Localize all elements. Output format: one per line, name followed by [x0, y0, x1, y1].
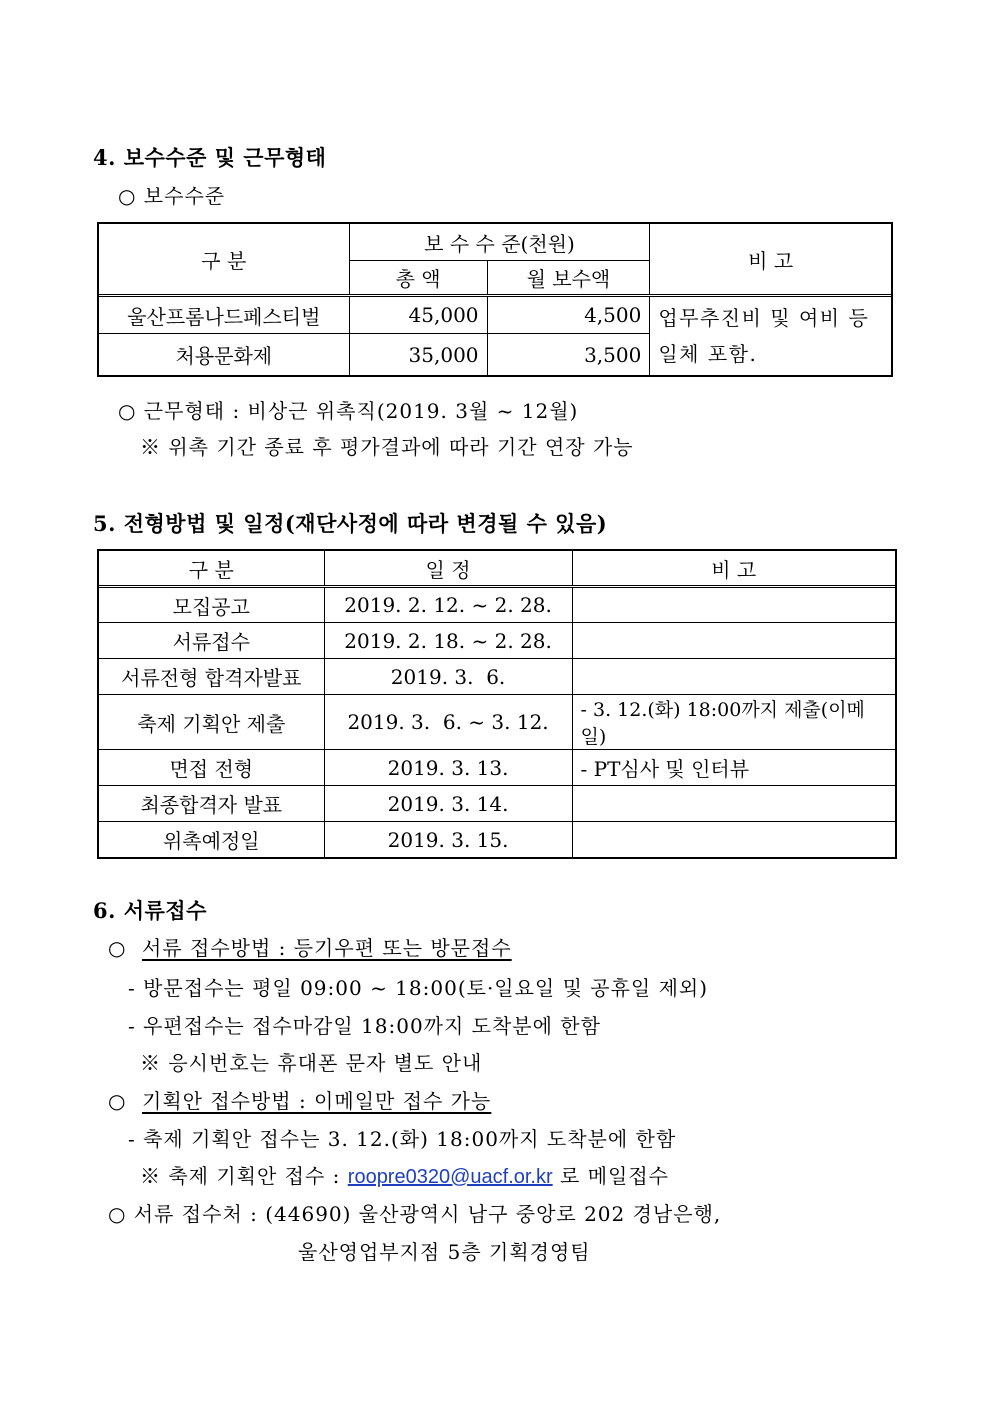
post-submission: - 우편접수는 접수마감일 18:00까지 도착분에 한함 [128, 1014, 601, 1038]
section-4-title: 4. 보수수준 및 근무형태 [93, 145, 327, 170]
pay-header-note: 비 고 [650, 224, 892, 296]
schedule-note [572, 587, 895, 623]
schedule-category: 서류접수 [99, 623, 325, 659]
schedule-date: 2019. 2. 18. ~ 2. 28. [324, 623, 572, 659]
schedule-header-date: 일 정 [324, 551, 572, 587]
doc-method-text: 서류 접수방법 : 등기우편 또는 방문접수 [142, 936, 512, 960]
schedule-note [572, 786, 895, 822]
table-row [99, 750, 896, 786]
table-row [99, 695, 896, 750]
work-type: ○ 근무형태 : 비상근 위촉직(2019. 3월 ~ 12월) [118, 399, 579, 423]
schedule-category: 모집공고 [99, 587, 325, 623]
table-row [99, 623, 896, 659]
plan-deadline: - 축제 기획안 접수는 3. 12.(화) 18:00까지 도착분에 한함 [128, 1127, 677, 1151]
plan-email-suffix: 로 메일접수 [560, 1164, 669, 1188]
submission-address: ○ 서류 접수처 : (44690) 울산광역시 남구 중앙로 202 경남은행, [108, 1202, 722, 1226]
schedule-date: 2019. 3. 6. ~ 3. 12. [324, 695, 572, 750]
section-5-title: 5. 전형방법 및 일정(재단사정에 따라 변경될 수 있음) [93, 511, 608, 536]
schedule-header-category: 구 분 [99, 551, 325, 587]
pay-row [99, 296, 892, 334]
pay-row-total: 35,000 [349, 334, 487, 376]
circle-bullet-icon: ○ [108, 1089, 127, 1113]
pay-row-name: 처용문화제 [99, 334, 350, 376]
table-row [99, 786, 896, 822]
pay-header-level: 보 수 수 준(천원) [349, 224, 650, 261]
pay-header-monthly: 월 보수액 [487, 261, 650, 296]
schedule-category: 최종합격자 발표 [99, 786, 325, 822]
pay-table [98, 223, 892, 376]
schedule-note [572, 659, 895, 695]
schedule-note: - PT심사 및 인터뷰 [572, 750, 895, 786]
schedule-header-note: 비 고 [572, 551, 895, 587]
email-link[interactable]: roopre0320@uacf.or.kr [347, 1166, 553, 1188]
pay-note-line1: 업무추진비 및 여비 등 [658, 306, 870, 330]
schedule-date: 2019. 3. 13. [324, 750, 572, 786]
schedule-date: 2019. 3. 14. [324, 786, 572, 822]
section-6-title: 6. 서류접수 [93, 898, 207, 923]
schedule-date: 2019. 3. 6. [324, 659, 572, 695]
table-row [99, 587, 896, 623]
schedule-category: 위촉예정일 [99, 822, 325, 858]
pay-row-total: 45,000 [349, 296, 487, 334]
schedule-category: 면접 전형 [99, 750, 325, 786]
schedule-category: 축제 기획안 제출 [99, 695, 325, 750]
visit-submission: - 방문접수는 평일 09:00 ~ 18:00(토·일요일 및 공휴일 제외) [128, 976, 709, 1000]
schedule-note: - 3. 12.(화) 18:00까지 제출(이메일) [572, 695, 895, 750]
pay-row-name: 울산프롬나드페스티벌 [99, 296, 350, 334]
doc-method [108, 932, 512, 961]
circle-bullet-icon: ○ [108, 936, 127, 960]
submission-address-line2: 울산영업부지점 5층 기획경영팀 [298, 1240, 591, 1264]
pay-note-line2: 일체 포함. [658, 342, 758, 366]
table-row [99, 659, 896, 695]
schedule-note [572, 623, 895, 659]
table-row [99, 822, 896, 858]
plan-email-line [140, 1160, 669, 1189]
plan-method-text: 기획안 접수방법 : 이메일만 접수 가능 [142, 1089, 492, 1113]
pay-row-monthly: 4,500 [487, 296, 650, 334]
plan-method [108, 1085, 491, 1114]
schedule-date: 2019. 2. 12. ~ 2. 28. [324, 587, 572, 623]
pay-level-heading: ○ 보수수준 [118, 184, 226, 208]
work-type-note: ※ 위촉 기간 종료 후 평가결과에 따라 기간 연장 가능 [140, 435, 634, 459]
pay-header-category: 구 분 [99, 224, 350, 296]
pay-note-cell [650, 296, 892, 376]
schedule-category: 서류전형 합격자발표 [99, 659, 325, 695]
schedule-table [98, 550, 896, 858]
pay-row-monthly: 3,500 [487, 334, 650, 376]
pay-header-total: 총 액 [349, 261, 487, 296]
schedule-date: 2019. 3. 15. [324, 822, 572, 858]
plan-email-prefix: ※ 축제 기획안 접수 : [140, 1164, 341, 1188]
sms-notice: ※ 응시번호는 휴대폰 문자 별도 안내 [140, 1051, 483, 1075]
schedule-note [572, 822, 895, 858]
